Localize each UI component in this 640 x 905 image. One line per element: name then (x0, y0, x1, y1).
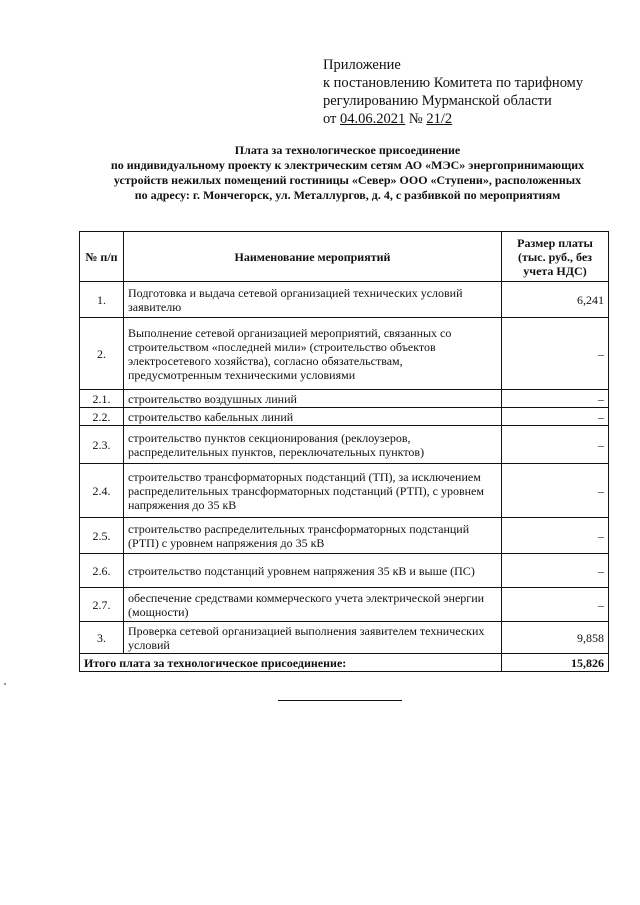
table-row (80, 554, 609, 588)
row-name: Выполнение сетевой организацией мероприятий, связанных со строительством «последней мили» (строительство объектов электросетевого хозяйства), согласно обязательствам, предусмотренным техническими условиями (124, 318, 502, 390)
row-fee: – (502, 390, 609, 408)
resolution-date: 04.06.2021 (340, 111, 406, 127)
row-name: Проверка сетевой организацией выполнения заявителем технических условий (124, 622, 502, 654)
date-prefix: от (323, 111, 337, 127)
table-header-row (80, 232, 609, 282)
appendix-line-3: регулированию Мурманской области (323, 93, 552, 109)
table-row (80, 464, 609, 518)
table-row (80, 282, 609, 318)
table-row (80, 518, 609, 554)
row-name: строительство подстанций уровнем напряжения 35 кВ и выше (ПС) (124, 554, 502, 588)
document-title (70, 143, 625, 203)
row-fee: – (502, 464, 609, 518)
header-fee: Размер платы (тыс. руб., без учета НДС) (502, 232, 609, 282)
table-row (80, 622, 609, 654)
table-row (80, 390, 609, 408)
row-name: обеспечение средствами коммерческого учета электрической энергии (мощности) (124, 588, 502, 622)
title-line-4: по адресу: г. Мончегорск, ул. Металлургов, д. 4, с разбивкой по мероприятиям (134, 188, 561, 202)
row-name: строительство распределительных трансформаторных подстанций (РТП) с уровнем напряжения до 35 кВ (124, 518, 502, 554)
row-fee: 9,858 (502, 622, 609, 654)
row-fee: – (502, 426, 609, 464)
row-name: Подготовка и выдача сетевой организацией технических условий заявителю (124, 282, 502, 318)
total-label: Итого плата за технологическое присоединение: (80, 654, 502, 672)
header-num: № п/п (80, 232, 124, 282)
row-num: 2. (80, 318, 124, 390)
row-name: строительство кабельных линий (124, 408, 502, 426)
scan-speck (4, 683, 6, 685)
row-num: 2.5. (80, 518, 124, 554)
row-fee: – (502, 518, 609, 554)
appendix-block (323, 56, 623, 128)
table-row (80, 426, 609, 464)
title-line-3: устройств нежилых помещений гостиницы «Север» ООО «Ступени», расположенных (113, 173, 582, 187)
row-num: 3. (80, 622, 124, 654)
closing-divider (278, 700, 402, 701)
appendix-line-1: Приложение (323, 57, 401, 73)
total-fee: 15,826 (502, 654, 609, 672)
row-fee: – (502, 554, 609, 588)
appendix-date-line (323, 110, 623, 128)
title-line-1: Плата за технологическое присоединение (234, 143, 461, 157)
row-num: 2.3. (80, 426, 124, 464)
row-num: 2.4. (80, 464, 124, 518)
resolution-number: 21/2 (426, 111, 453, 127)
row-num: 1. (80, 282, 124, 318)
row-fee: – (502, 318, 609, 390)
row-name: строительство пунктов секционирования (реклоузеров, распределительных пунктов, переключательных пунктов) (124, 426, 502, 464)
row-num: 2.7. (80, 588, 124, 622)
row-num: 2.2. (80, 408, 124, 426)
table-row (80, 318, 609, 390)
row-name: строительство воздушных линий (124, 390, 502, 408)
row-name: строительство трансформаторных подстанций (ТП), за исключением распределительных трансформаторных подстанций (РТП), с уровнем напряжения до 35 кВ (124, 464, 502, 518)
row-fee: – (502, 408, 609, 426)
title-line-2: по индивидуальному проекту к электрическим сетям АО «МЭС» энергопринимающих (110, 158, 585, 172)
table-row (80, 588, 609, 622)
row-fee: 6,241 (502, 282, 609, 318)
number-prefix: № (408, 111, 423, 127)
table-total-row (80, 654, 609, 672)
table-row (80, 408, 609, 426)
row-num: 2.6. (80, 554, 124, 588)
fees-table (79, 231, 609, 672)
appendix-line-2: к постановлению Комитета по тарифному (323, 75, 584, 91)
row-num: 2.1. (80, 390, 124, 408)
row-fee: – (502, 588, 609, 622)
header-name: Наименование мероприятий (124, 232, 502, 282)
